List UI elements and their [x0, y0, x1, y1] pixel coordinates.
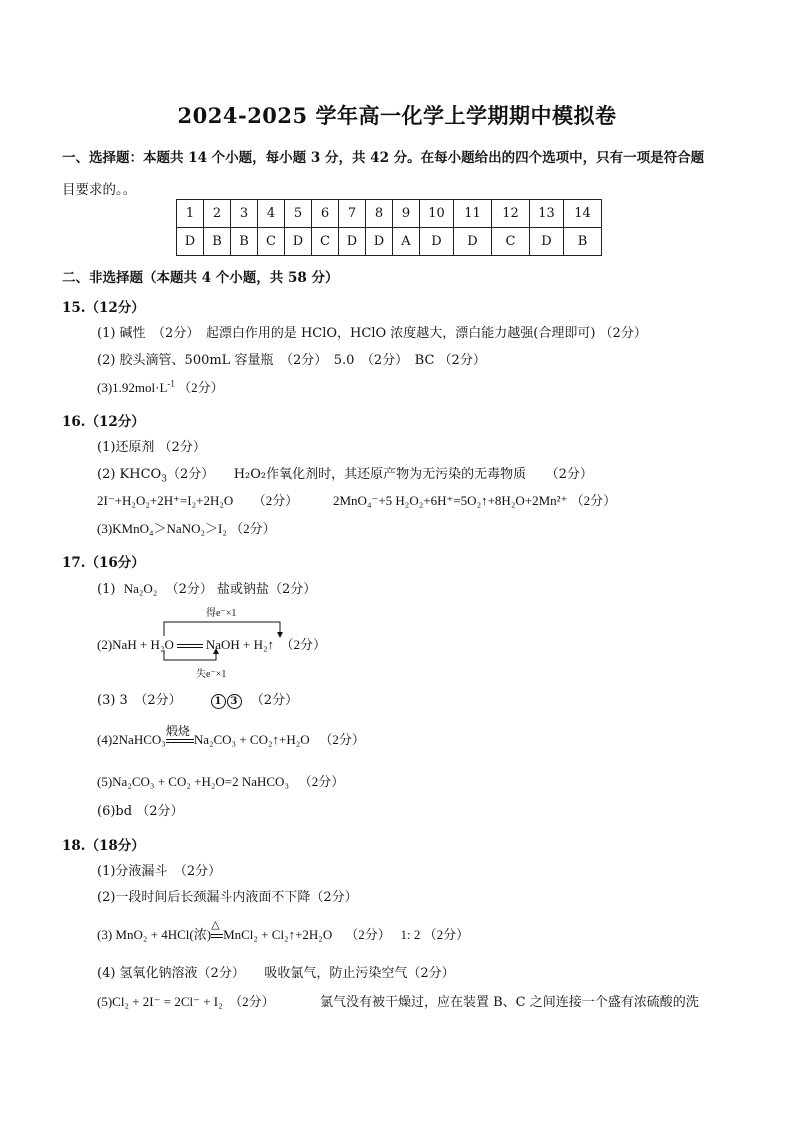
- q18-line1: (1)分液漏斗 （2分）: [97, 864, 222, 879]
- table-cell: 12: [492, 200, 530, 228]
- q17-heading: 17.（16分）: [62, 555, 145, 571]
- q17-line1-rest: （2分） 盐或钠盐（2分）: [165, 582, 317, 597]
- table-cell: D: [454, 228, 492, 256]
- q18-line5-part2: 氯气没有被干燥过，应在装置 B、C 之间连接一个盛有浓硫酸的洗: [320, 995, 699, 1010]
- q17-line3-text: (3) 3 （2分）: [97, 693, 182, 708]
- q15-line3-superscript: -1: [167, 378, 175, 389]
- q17-line5: [97, 771, 344, 790]
- equals-sign-double: [166, 739, 194, 743]
- table-cell: D: [285, 228, 312, 256]
- q18-heading: 18.（18分）: [62, 838, 145, 854]
- q16-line3-part2: 2MnO₄⁻+5 H₂O₂+6H⁺=5O₂↑+8H₂O+2Mn²⁺ （2分）: [333, 493, 617, 508]
- reaction-condition-label: 煅烧: [165, 724, 190, 739]
- table-cell: D: [366, 228, 393, 256]
- section1-heading-line1: 一、选择题：本题共 14 个小题，每小题 3 分，共 42 分。在每小题给出的四个选项中，只有一项是符合题: [62, 150, 705, 166]
- q16-line3-part1: 2I⁻+H₂O₂+2H⁺=I₂+2H₂O （2分）: [97, 493, 299, 508]
- q17-line4: [97, 724, 365, 748]
- q18-line3: [97, 919, 470, 943]
- table-cell: A: [393, 228, 420, 256]
- table-cell: 6: [312, 200, 339, 228]
- table-cell: 11: [454, 200, 492, 228]
- q16-line2-rest: （2分） H₂O₂作氧化剂时，其还原产物为无污染的无毒物质 （2分）: [166, 467, 593, 482]
- q16-line2: [97, 463, 593, 485]
- q17-line4-lhs: 2NaHCO₃: [112, 732, 166, 747]
- q17-line3: [97, 689, 298, 709]
- q17-line1-prefix: (1): [97, 582, 116, 597]
- q17-line5-score: （2分）: [298, 774, 345, 789]
- table-cell: D: [339, 228, 366, 256]
- q16-line2-subscript: 3: [161, 474, 167, 485]
- answer-table-answer-row: [177, 228, 602, 256]
- table-cell: D: [420, 228, 454, 256]
- q15-line2: (2) 胶头滴管、500mL 容量瓶 （2分） 5.0 （2分） BC （2分）: [97, 353, 486, 368]
- page-title: 2024-2025 学年高一化学上学期期中模拟卷: [177, 103, 617, 128]
- table-cell: C: [312, 228, 339, 256]
- equals-sign-double: [211, 934, 223, 938]
- q18-line3-score: （2分） 1: 2 （2分）: [345, 927, 470, 942]
- circled-number-icon: 3: [227, 694, 242, 709]
- q17-line6: (6)bd （2分）: [97, 804, 184, 819]
- q16-line2-text: (2) KHCO: [97, 467, 162, 482]
- q18-line2: (2)一段时间后长颈漏斗内液面不下降（2分）: [97, 890, 358, 905]
- heat-condition-icon: △: [211, 919, 220, 932]
- gain-electron-label: 得e⁻×1: [206, 608, 237, 619]
- q18-line5-part1: (5)Cl₂ + 2I⁻ = 2Cl⁻ + I₂ （2分）: [97, 994, 275, 1009]
- q16-heading: 16.（12分）: [62, 414, 145, 430]
- q17-line3-score: （2分）: [250, 693, 299, 708]
- table-cell: 7: [339, 200, 366, 228]
- q16-line1: (1)还原剂 （2分）: [97, 440, 206, 455]
- table-cell: 10: [420, 200, 454, 228]
- q15-line3-text: (3)1.92mol·L: [97, 380, 168, 395]
- q17-line1-formula: Na₂O₂: [123, 581, 158, 596]
- table-cell: D: [530, 228, 564, 256]
- q17-line2-lhs: NaH + H₂O: [112, 637, 174, 652]
- table-cell: 8: [366, 200, 393, 228]
- table-cell: 3: [231, 200, 258, 228]
- equals-sign-double: [177, 644, 203, 648]
- table-cell: D: [177, 228, 204, 256]
- q15-line3: [97, 377, 224, 396]
- table-cell: C: [258, 228, 285, 256]
- q17-line1: [97, 578, 316, 597]
- table-cell: 4: [258, 200, 285, 228]
- lose-electron-label: 失e⁻×1: [196, 669, 227, 680]
- answer-table-number-row: [177, 200, 602, 228]
- table-cell: 2: [204, 200, 231, 228]
- answer-table: [176, 199, 602, 256]
- reaction-condition-equals: [165, 724, 194, 746]
- circled-number-icon: 1: [211, 694, 226, 709]
- table-cell: 5: [285, 200, 312, 228]
- table-cell: B: [564, 228, 602, 256]
- table-cell: 13: [530, 200, 564, 228]
- reaction-condition-equals: [211, 919, 223, 941]
- q16-line4: (3)KMnO₄＞NaNO₂＞I₂ （2分）: [97, 521, 276, 536]
- table-cell: 1: [177, 200, 204, 228]
- table-cell: C: [492, 228, 530, 256]
- q17-line2: [97, 634, 326, 653]
- table-cell: B: [231, 228, 258, 256]
- q18-line3-lhs: (3) MnO₂ + 4HCl(浓): [97, 927, 212, 942]
- q17-line5-text: (5)Na₂CO₃ + CO₂ +H₂O=2 NaHCO₃: [97, 774, 289, 789]
- section2-heading: 二、非选择题（本题共 4 个小题，共 58 分）: [62, 270, 339, 286]
- q17-line2-prefix: (2): [97, 637, 113, 652]
- q15-heading: 15.（12分）: [62, 300, 145, 316]
- q18-line4: (4) 氢氧化钠溶液（2分） 吸收氯气，防止污染空气（2分）: [97, 966, 455, 981]
- q18-line3-rhs: MnCl₂ + Cl₂↑+2H₂O: [223, 927, 333, 942]
- q17-line4-rhs: Na₂CO₃ + CO₂↑+H₂O: [193, 732, 310, 747]
- q17-line2-score: （2分）: [280, 637, 327, 652]
- table-cell: 9: [393, 200, 420, 228]
- q15-line1: (1) 碱性 （2分） 起漂白作用的是 HClO，HClO 浓度越大，漂白能力越强(合理即可) （2分）: [97, 326, 647, 341]
- table-cell: B: [204, 228, 231, 256]
- q15-line3-score: （2分）: [178, 380, 224, 395]
- section1-heading-line2: 目要求的。。: [62, 182, 137, 198]
- table-cell: 14: [564, 200, 602, 228]
- q17-line2-rhs: NaOH + H₂↑: [205, 637, 275, 652]
- q17-line4-prefix: (4): [97, 732, 113, 747]
- q17-line4-score: （2分）: [319, 732, 365, 747]
